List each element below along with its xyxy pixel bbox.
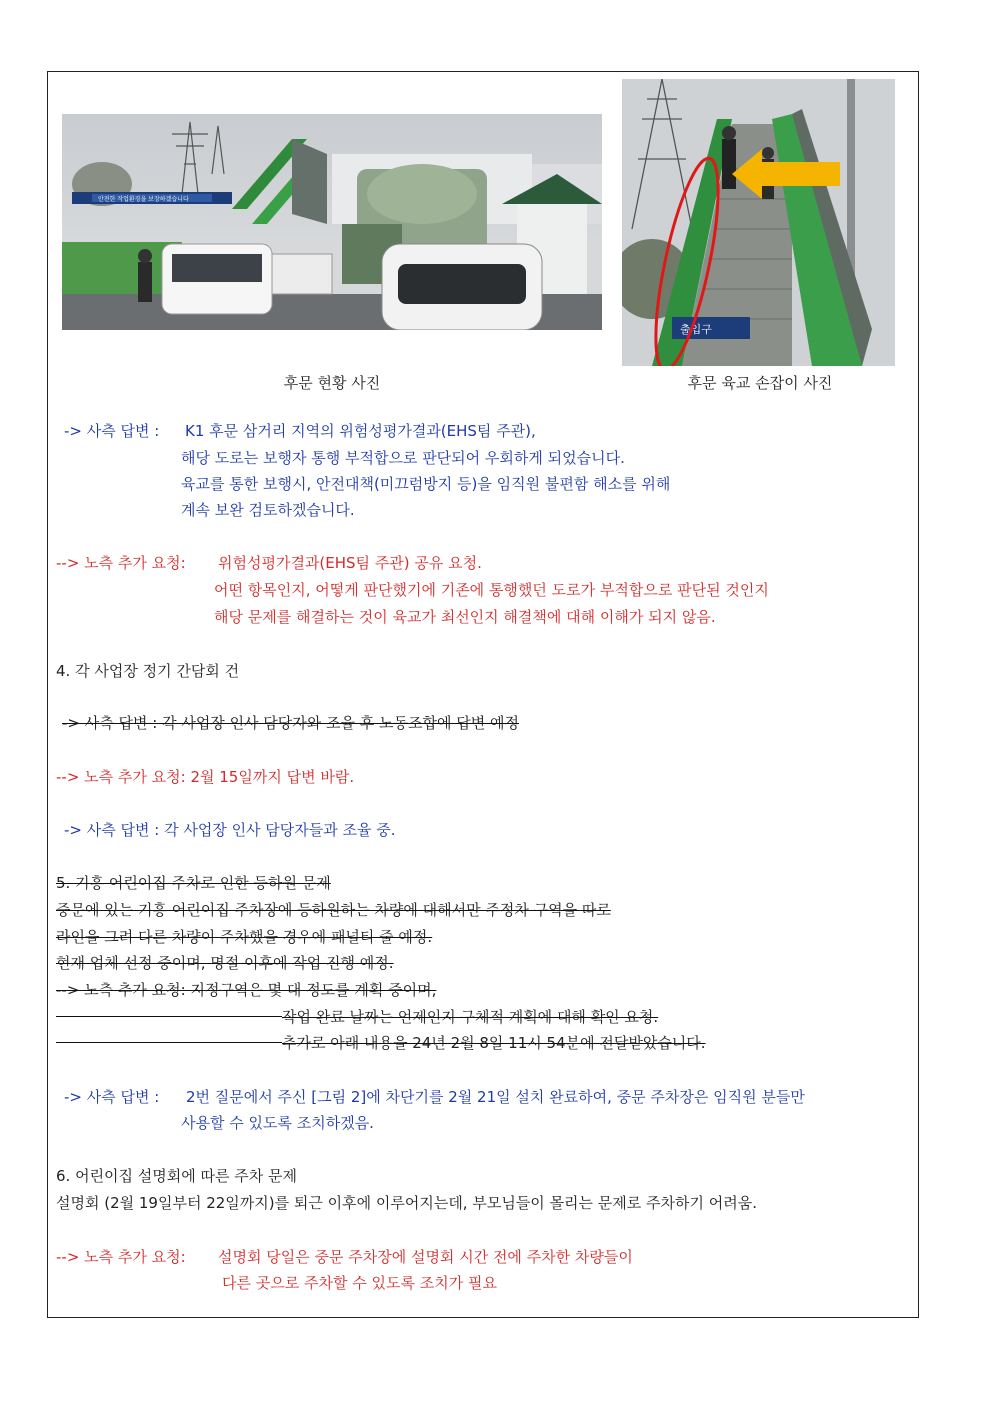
struck-line: 라인을 그려 다른 차량이 주차했을 경우에 패널티 줄 예정. xyxy=(56,928,433,946)
bridge-handrail-photo-drawing xyxy=(622,79,895,366)
struck-section-5-title: 5. 기흥 어린이집 주차로 인한 등하원 문제 xyxy=(56,874,331,892)
company-reply-line: K1 후문 삼거리 지역의 위험성평가결과(EHS팀 주관), xyxy=(185,422,536,440)
struck-line: 작업 완료 날짜는 언제인지 구체적 계획에 대해 확인 요청. xyxy=(282,1008,659,1026)
struck-line: 추가로 아래 내용을 24년 2월 8일 11시 54분에 전달받았습니다. xyxy=(282,1034,706,1052)
company-reply-prefix: -> 사측 답변 : xyxy=(64,1088,160,1106)
company-reply-line: 계속 보완 검토하겠습니다. xyxy=(181,501,355,519)
bridge-handrail-photo-caption: 후문 육교 손잡이 사진 xyxy=(687,374,833,392)
rear-gate-photo-drawing xyxy=(62,114,602,330)
entrance-sign-text: 출입구 xyxy=(680,323,712,336)
union-request-line: 어떤 항목인지, 어떻게 판단했기에 기존에 통행했던 도로가 부적합으로 판단된 것인지 xyxy=(214,581,769,599)
company-reply-line: 사용할 수 있도록 조치하겠음. xyxy=(181,1114,374,1132)
company-reply-line: 육교를 통한 보행시, 안전대책(미끄럼방지 등)을 임직원 불편함 해소를 위해 xyxy=(181,475,671,493)
union-request-line: 위험성평가결과(EHS팀 주관) 공유 요청. xyxy=(218,554,482,572)
strike-rule xyxy=(56,1016,282,1017)
struck-line: 중문에 있는 기흥 어린이집 주차장에 등하원하는 차량에 대해서만 주정차 구역을 따로 xyxy=(56,901,611,919)
union-request-line: 설명회 당일은 중문 주차장에 설명회 시간 전에 주차한 차량들이 xyxy=(218,1248,633,1266)
bridge-handrail-photo xyxy=(622,79,895,366)
rear-gate-photo xyxy=(62,114,602,330)
company-reply-line: 해당 도로는 보행자 통행 부적합으로 판단되어 우회하게 되었습니다. xyxy=(181,449,625,467)
union-request-prefix: --> 노측 추가 요청: xyxy=(56,554,186,572)
union-request-line: 다른 곳으로 주차할 수 있도록 조치가 필요 xyxy=(222,1274,497,1292)
section-6-body: 설명회 (2월 19일부터 22일까지)를 퇴근 이후에 이루어지는데, 부모님들이 몰리는 문제로 주차하기 어려움. xyxy=(56,1194,758,1212)
section-6-title: 6. 어린이집 설명회에 따른 주차 문제 xyxy=(56,1167,298,1185)
union-request-deadline: --> 노측 추가 요청: 2월 15일까지 답변 바람. xyxy=(56,768,355,786)
union-request-line: 해당 문제를 해결하는 것이 육교가 최선인지 해결책에 대해 이해가 되지 않음. xyxy=(214,608,716,626)
struck-company-reply: -> 사측 답변 : 각 사업장 인사 담당자와 조율 후 노동조합에 답변 예정 xyxy=(62,714,519,732)
rear-gate-photo-caption: 후문 현황 사진 xyxy=(283,374,381,392)
union-request-prefix: --> 노측 추가 요청: xyxy=(56,1248,186,1266)
company-reply-prefix: -> 사측 답변 : xyxy=(64,422,160,440)
strike-rule xyxy=(56,1042,282,1043)
struck-line: 현재 업체 선정 중이며, 명절 이후에 작업 진행 예정. xyxy=(56,954,394,972)
struck-line: --> 노측 추가 요청: 지정구역은 몇 대 정도를 계획 중이며, xyxy=(56,981,437,999)
company-reply-status: -> 사측 답변 : 각 사업장 인사 담당자들과 조율 중. xyxy=(64,821,396,839)
section-4-title: 4. 각 사업장 정기 간담회 건 xyxy=(56,662,240,680)
company-reply-line: 2번 질문에서 주신 [그림 2]에 차단기를 2월 21일 설치 완료하여, 중문 주차장은 임직원 분들만 xyxy=(186,1088,805,1106)
rear-gate-banner-text: 안전한 작업환경을 보장하겠습니다 xyxy=(98,196,189,203)
